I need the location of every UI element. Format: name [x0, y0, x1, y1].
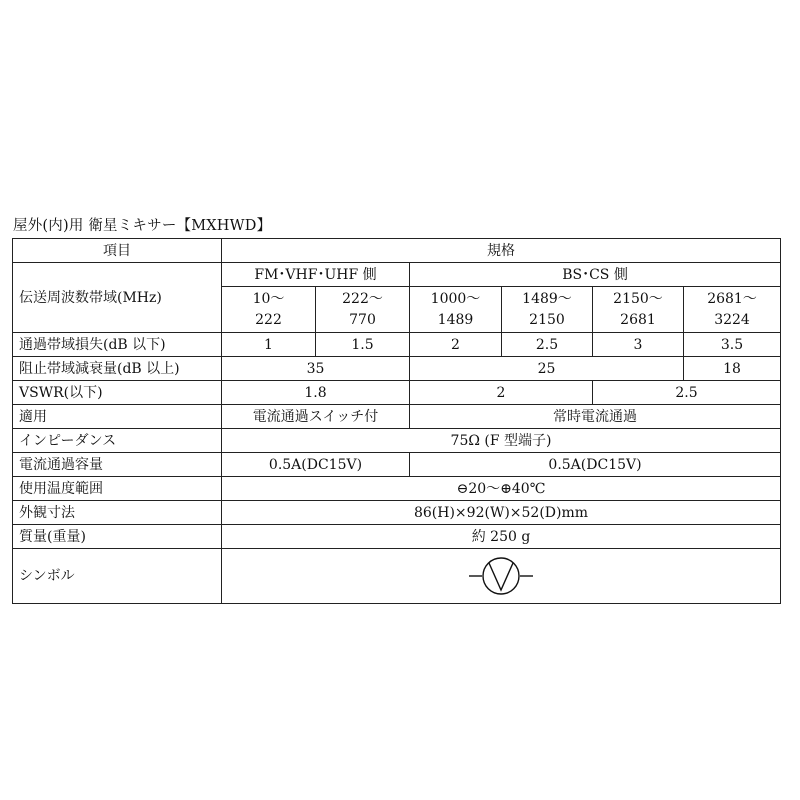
vswr-value: 1.8 [222, 381, 410, 405]
current-row [13, 453, 781, 477]
mass-value: 約 250 g [222, 525, 781, 549]
freq-top: 222～ [342, 290, 383, 307]
loss-value: 2.5 [502, 333, 593, 357]
atten-row [13, 357, 781, 381]
symbol-label: シンボル [13, 549, 222, 604]
dims-row [13, 501, 781, 525]
dims-label: 外観寸法 [13, 501, 222, 525]
header-item: 項目 [13, 239, 222, 263]
vswr-value: 2.5 [593, 381, 781, 405]
freq-cell [410, 287, 502, 333]
loss-value: 2 [410, 333, 502, 357]
document-title: 屋外(内)用 衛星ミキサー【MXHWD】 [13, 218, 272, 234]
freq-cell [316, 287, 410, 333]
impedance-label: インピーダンス [13, 429, 222, 453]
header-row [13, 239, 781, 263]
loss-value: 1 [222, 333, 316, 357]
dims-value: 86(H)×92(W)×52(D)mm [222, 501, 781, 525]
symbol-cell [222, 549, 781, 604]
freq-bottom: 1489 [437, 311, 474, 328]
freq-cell [502, 287, 593, 333]
freq-top: 2150～ [613, 290, 663, 307]
vswr-label: VSWR(以下) [13, 381, 222, 405]
symbol-row [13, 549, 781, 604]
vswr-row [13, 381, 781, 405]
freq-top: 1000～ [430, 290, 481, 307]
apply-value: 電流通過スイッチ付 [222, 405, 410, 429]
loss-value: 1.5 [316, 333, 410, 357]
current-value: 0.5A(DC15V) [222, 453, 410, 477]
temp-label: 使用温度範囲 [13, 477, 222, 501]
atten-value: 18 [684, 357, 781, 381]
temp-row [13, 477, 781, 501]
loss-label: 通過帯域損失(dB 以下) [13, 333, 222, 357]
atten-value: 35 [222, 357, 410, 381]
impedance-row [13, 429, 781, 453]
impedance-value: 75Ω (F 型端子) [222, 429, 781, 453]
band-bs-side: BS･CS 側 [410, 263, 781, 287]
vswr-value: 2 [410, 381, 593, 405]
header-spec: 規格 [222, 239, 781, 263]
freq-top: 1489～ [522, 290, 572, 307]
freq-cell [222, 287, 316, 333]
freq-top: 2681～ [707, 290, 757, 307]
freq-bottom: 2150 [529, 311, 565, 328]
mass-row [13, 525, 781, 549]
band-row [13, 263, 781, 287]
freq-label: 伝送周波数帯域(MHz) [13, 263, 222, 333]
freq-bottom: 2681 [620, 311, 656, 328]
apply-value: 常時電流通過 [410, 405, 781, 429]
freq-cell [593, 287, 684, 333]
apply-label: 適用 [13, 405, 222, 429]
current-value: 0.5A(DC15V) [410, 453, 781, 477]
loss-value: 3.5 [684, 333, 781, 357]
atten-label: 阻止帯域減衰量(dB 以上) [13, 357, 222, 381]
freq-bottom: 222 [255, 311, 282, 328]
atten-value: 25 [410, 357, 684, 381]
mass-label: 質量(重量) [13, 525, 222, 549]
loss-value: 3 [593, 333, 684, 357]
loss-row [13, 333, 781, 357]
mixer-symbol-icon [469, 556, 533, 596]
current-label: 電流通過容量 [13, 453, 222, 477]
freq-cell [684, 287, 781, 333]
freq-bottom: 770 [349, 311, 376, 328]
band-fm-side: FM･VHF･UHF 側 [222, 263, 410, 287]
temp-value: ⊖20～⊕40℃ [222, 477, 781, 501]
freq-top: 10～ [252, 290, 285, 307]
spec-table [12, 238, 781, 604]
apply-row [13, 405, 781, 429]
freq-bottom: 3224 [714, 311, 750, 328]
